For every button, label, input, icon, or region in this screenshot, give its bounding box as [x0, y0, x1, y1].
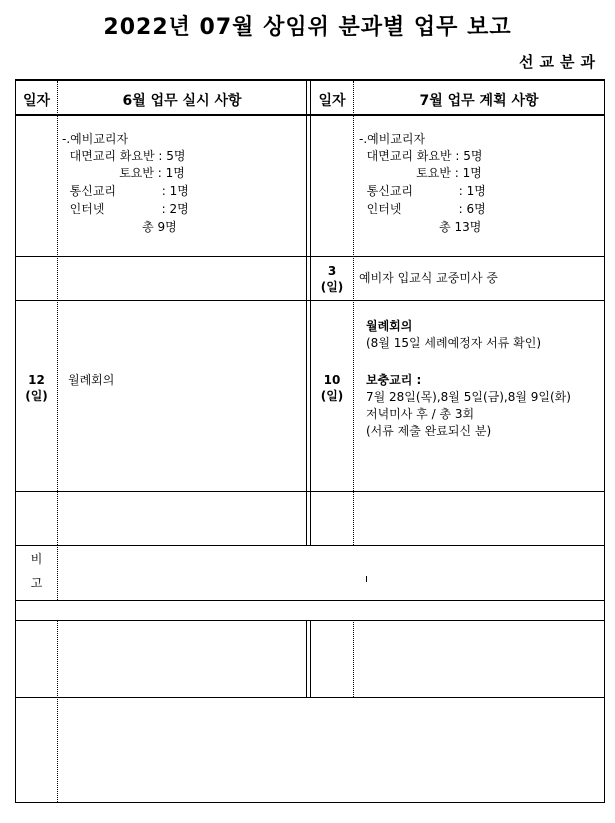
header-date-right: 일자: [318, 93, 346, 109]
table-left-border: [15, 79, 16, 802]
july-line-2: 대면교리 화요반 : 5명: [359, 149, 483, 163]
july-meeting-detail: (8월 15일 세례예정자 서류 확인): [366, 336, 542, 350]
text-cursor: [366, 576, 367, 582]
lower-middle-divider: [306, 620, 307, 697]
document-title: 2022년 07월 상임위 분과별 업무 보고: [103, 15, 512, 40]
june-meeting: 월례회의: [68, 373, 115, 387]
july-extra-line-1: 7월 28일(목),8월 5일(금),8월 9일(화): [366, 390, 571, 404]
header-july-plan: 7월 업무 계획 사항: [419, 93, 539, 109]
june-day-12: 12 (일): [25, 373, 48, 403]
row-divider-5: [15, 600, 605, 601]
july-day-10: 10 (일): [320, 373, 344, 403]
middle-divider-2: [310, 81, 311, 545]
right-date-divider: [353, 81, 354, 545]
row-divider-4: [15, 545, 605, 546]
left-date-divider: [57, 81, 58, 545]
header-date-left: 일자: [22, 93, 51, 109]
july-extra-title: 보충교리 :: [366, 373, 422, 387]
june-line-6: 총 9명: [62, 220, 177, 234]
july-line-1: -.예비교리자: [359, 132, 426, 146]
june-line-1: -.예비교리자: [62, 132, 129, 146]
july-extra-line-3: (서류 제출 완료되신 분): [366, 424, 492, 438]
july-day-3: 3 (일): [320, 264, 344, 294]
table-right-border: [604, 79, 605, 802]
header-june-done: 6월 업무 실시 사항: [122, 93, 242, 109]
lower-right-divider: [353, 620, 354, 697]
june-line-4: 통신교리 : 1명: [62, 184, 189, 198]
july-event-3: 예비자 입교식 교중미사 중: [359, 271, 498, 285]
june-line-2: 대면교리 화요반 : 5명: [62, 149, 186, 163]
july-extra-line-2: 저녁미사 후 / 총 3회: [366, 407, 475, 421]
department-name: 선교분과: [519, 53, 601, 71]
middle-divider: [306, 81, 307, 545]
row-divider-3: [15, 491, 605, 492]
july-line-4: 통신교리 : 1명: [359, 184, 486, 198]
row-divider-2: [15, 300, 605, 301]
row-divider-1: [15, 256, 605, 257]
lower-middle-divider-2: [310, 620, 311, 697]
table-bottom-border: [15, 802, 605, 803]
july-line-3: 토요반 : 1명: [359, 166, 482, 180]
remarks-divider: [57, 545, 58, 600]
june-line-5: 인터넷 : 2명: [62, 202, 189, 216]
july-line-6: 총 13명: [359, 220, 482, 234]
june-line-3: 토요반 : 1명: [62, 166, 185, 180]
remarks-label: 비 고: [30, 552, 43, 590]
row-divider-7: [15, 697, 605, 698]
lower-left-divider: [57, 620, 58, 802]
july-meeting-title: 월례회의: [366, 319, 413, 333]
july-line-5: 인터넷 : 6명: [359, 202, 486, 216]
